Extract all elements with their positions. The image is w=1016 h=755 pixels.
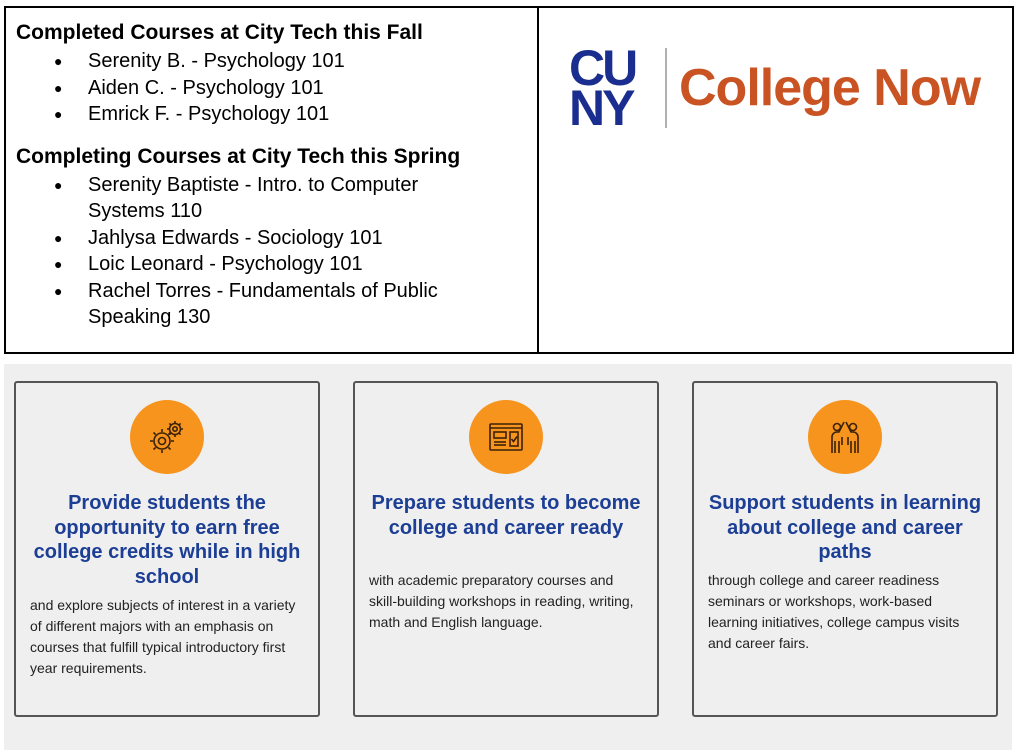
spring-heading: Completing Courses at City Tech this Spring [16, 144, 461, 168]
list-item: ● Rachel Torres - Fundamentals of Public Speaking 130 [16, 278, 470, 331]
list-item: ● Serenity Baptiste - Intro. to Computer Systems 110 [16, 172, 470, 225]
logo-cell [539, 8, 1012, 352]
goal-card-career-paths [692, 381, 998, 717]
goal-card-readiness [353, 381, 659, 717]
people-high-five-icon [808, 400, 882, 474]
cuny-mark-line2: NY [569, 80, 633, 136]
card-body: through college and career readiness seminars or workshops, work-based learning initiatives, college campus visits and career fairs. [708, 572, 960, 651]
spring-course-list [16, 172, 527, 331]
list-item: ● Aiden C. - Psychology 101 [16, 75, 470, 102]
card-body: with academic preparatory courses and skill-building workshops in reading, writing, math and English language. [369, 572, 634, 630]
list-item: ● Loic Leonard - Psychology 101 [16, 251, 470, 278]
program-goals-panel [4, 364, 1012, 750]
courses-cell [6, 8, 539, 352]
cuny-mark-line1: CU [569, 40, 636, 96]
list-item: ● Serenity B. - Psychology 101 [16, 48, 470, 75]
fall-course-list [16, 48, 527, 128]
cuny-mark [569, 40, 655, 136]
courses-table [4, 6, 1014, 354]
college-now-wordmark: College Now [679, 59, 981, 117]
presentation-board-icon [469, 400, 543, 474]
list-item: ● Jahlysa Edwards - Sociology 101 [16, 225, 470, 252]
gears-icon [130, 400, 204, 474]
card-title: Prepare students to become college and career ready [371, 492, 641, 539]
logo-divider [665, 48, 667, 128]
card-body: and explore subjects of interest in a variety of different majors with an emphasis on courses that fulfill typical introductory first year requirements. [30, 597, 296, 676]
card-title: Support students in learning about college and career paths [708, 492, 982, 563]
fall-heading: Completed Courses at City Tech this Fall [16, 21, 423, 44]
cuny-college-now-logo [569, 40, 981, 136]
list-item: ● Emrick F. - Psychology 101 [16, 101, 470, 128]
goal-card-credits [14, 381, 320, 717]
card-title: Provide students the opportunity to earn free college credits while in high school [33, 492, 301, 588]
